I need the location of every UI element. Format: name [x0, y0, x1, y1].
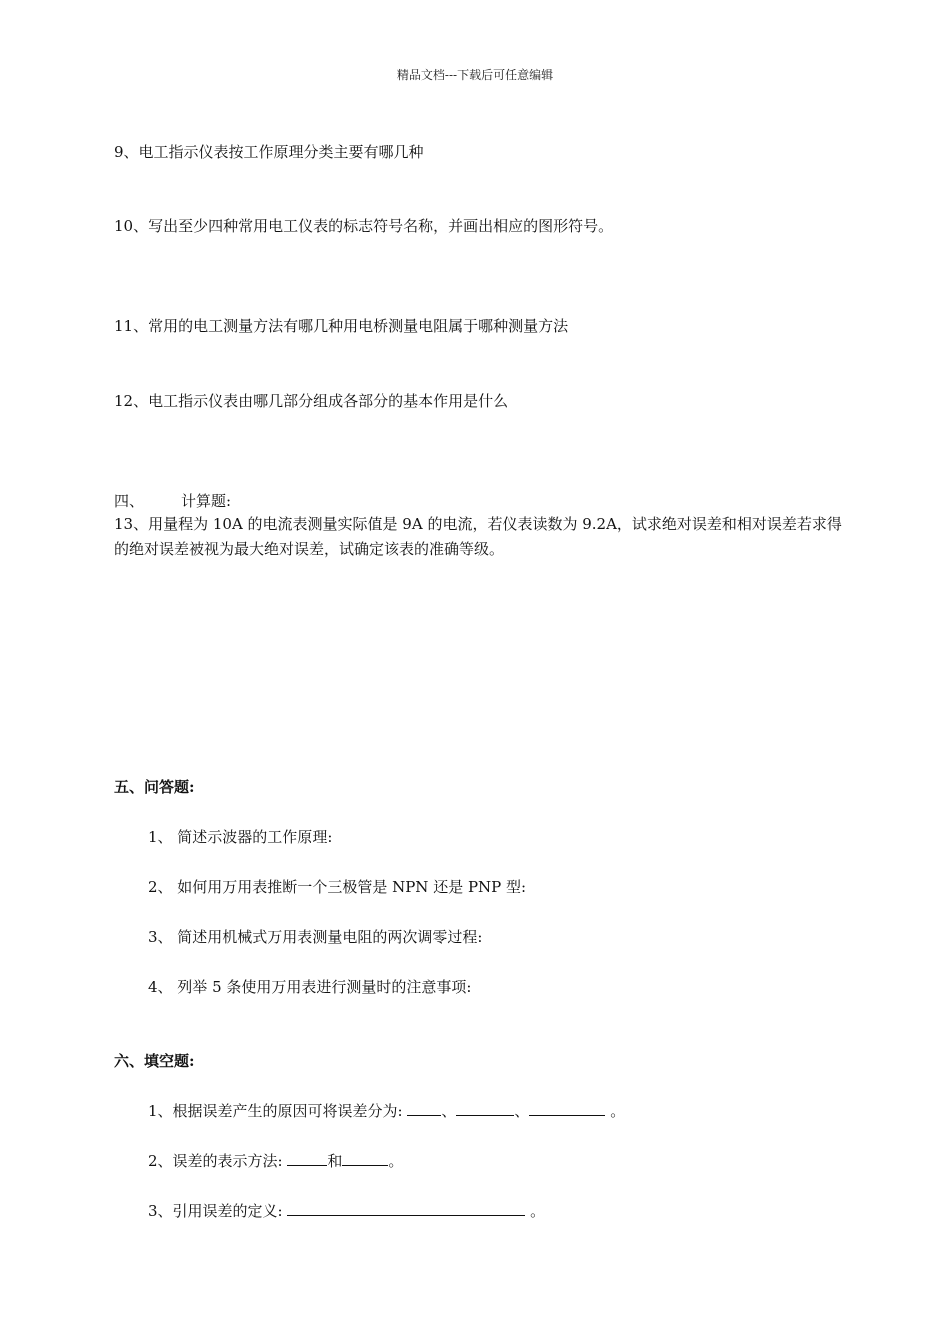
fill-item-1 [148, 1100, 625, 1121]
fill-item-3 [148, 1200, 545, 1221]
page-header: 精品文档---下载后可任意编辑 [396, 68, 554, 82]
fill-item-3-prefix: 3、引用误差的定义: [148, 1202, 283, 1220]
question-10: 10、写出至少四种常用电工仪表的标志符号名称，并画出相应的图形符号。 [114, 217, 614, 235]
fill-item-2-prefix: 2、误差的表示方法: [148, 1152, 283, 1170]
fill-item-2 [148, 1150, 403, 1171]
section-6-title: 六、填空题: [114, 1052, 195, 1070]
qa-item-2: 2、 如何用万用表推断一个三极管是 NPN 还是 PNP 型: [148, 878, 527, 896]
qa-item-4: 4、 列举 5 条使用万用表进行测量时的注意事项: [148, 978, 472, 996]
section-5-title: 五、问答题: [114, 778, 195, 796]
fill-blank[interactable] [407, 1100, 441, 1116]
question-11: 11、常用的电工测量方法有哪几种用电桥测量电阻属于哪种测量方法 [114, 317, 569, 335]
question-12: 12、电工指示仪表由哪几部分组成各部分的基本作用是什么 [114, 392, 509, 410]
period: 。 [388, 1152, 404, 1170]
fill-item-1-prefix: 1、根据误差产生的原因可将误差分为: [148, 1102, 403, 1120]
separator: 、 [514, 1102, 530, 1120]
qa-item-3: 3、 简述用机械式万用表测量电阻的两次调零过程: [148, 928, 483, 946]
fill-blank[interactable] [287, 1150, 327, 1166]
section-4-title: 计算题: [181, 492, 232, 510]
question-9: 9、电工指示仪表按工作原理分类主要有哪几种 [114, 143, 424, 161]
qa-item-1: 1、 简述示波器的工作原理: [148, 828, 333, 846]
fill-blank[interactable] [342, 1150, 388, 1166]
period: 。 [610, 1102, 626, 1120]
period: 。 [530, 1202, 546, 1220]
fill-blank[interactable] [529, 1100, 605, 1116]
question-13: 13、用量程为 10A 的电流表测量实际值是 9A 的电流，若仪表读数为 9.2A，试求绝对误差和相对误差若求得的绝对误差被视为最大绝对误差，试确定该表的准确等级。 [114, 515, 842, 558]
conjunction: 和 [327, 1152, 343, 1170]
fill-blank[interactable] [287, 1200, 525, 1216]
fill-blank[interactable] [456, 1100, 514, 1116]
section-4-number: 四、 [114, 492, 145, 510]
separator: 、 [441, 1102, 457, 1120]
